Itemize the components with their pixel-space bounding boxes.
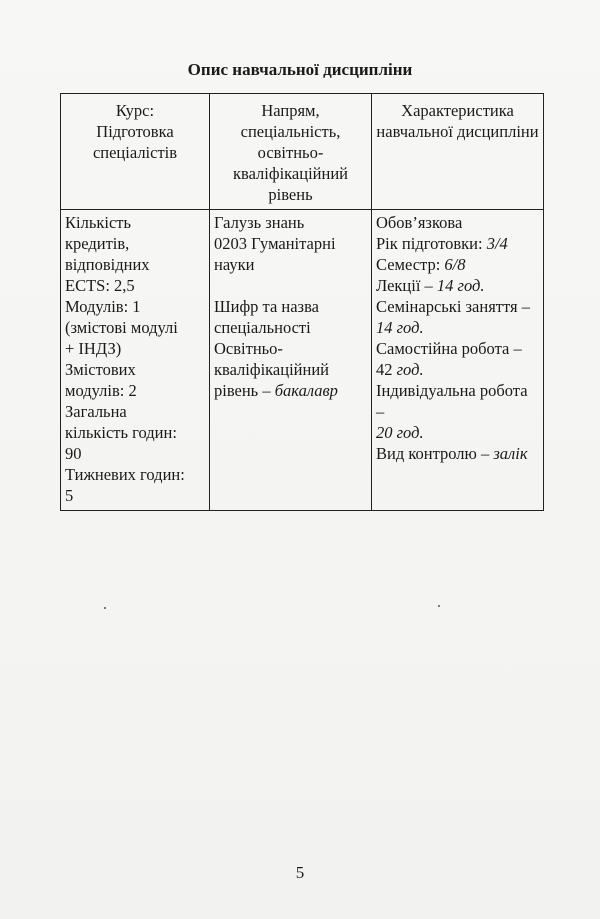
self-work-label: Самостійна робота – [376,339,522,358]
individual-work-label: Індивідуальна робота – [376,381,528,421]
cell-line: Шифр та назва [214,297,319,316]
course-description-table [60,93,544,511]
characteristics-cell [372,210,544,511]
cell-line: Освітньо- [214,339,283,358]
control-label: Вид контролю – [376,444,494,463]
level-value: бакалавр [274,381,338,400]
cell-line: спеціальності [214,318,311,337]
status-line: Обов’язкова [376,213,463,232]
page-title: Опис навчальної дисципліни [187,60,413,79]
cell-line: Змістових [65,360,136,379]
semester-line [376,254,539,275]
header-line: Курс: [115,101,155,120]
header-line: освітньо- [257,143,324,162]
year-value: 3/4 [486,234,508,253]
lectures-value: 14 год. [436,276,485,295]
level-line [214,380,367,401]
header-line: кваліфікаційний [233,164,348,183]
cell-line: Загальна [65,402,127,421]
header-line: спеціалістів [92,143,178,162]
seminars-value-line [376,317,539,338]
header-line: Характеристика [401,101,514,120]
semester-value: 6/8 [444,255,466,274]
header-line: навчальної дисципліни [376,122,539,141]
page-number: 5 [295,863,305,882]
cell-line: кваліфікаційний [214,360,329,379]
header-line: спеціальність, [240,122,341,141]
lectures-line [376,275,539,296]
year-line [376,233,539,254]
header-characteristics [372,94,544,210]
year-label: Рік підготовки: [376,234,487,253]
cell-line: (змістові модулі [65,318,178,337]
cell-line: ECTS: 2,5 [65,276,135,295]
self-work-hours: 42 [376,360,397,379]
header-line: Напрям, [261,101,320,120]
spacer [214,275,367,296]
cell-line: 0203 Гуманітарні [214,234,336,253]
specialty-cell [210,210,372,511]
header-course [61,94,210,210]
cell-line: науки [214,255,255,274]
individual-work-value: 20 год. [376,423,424,442]
seminars-value: 14 год. [376,318,424,337]
cell-line: Кількість [65,213,132,232]
semester-label: Семестр: [376,255,445,274]
lectures-label: Лекції – [376,276,437,295]
cell-line: Тижневих годин: [65,465,185,484]
print-speck [104,607,106,609]
cell-line: відповідних [65,255,150,274]
cell-line: кредитів, [65,234,130,253]
self-work-unit: год. [396,360,424,379]
print-speck [438,605,440,607]
cell-line: кількість годин: [65,423,177,442]
credits-cell [61,210,210,511]
cell-line: 90 [65,444,82,463]
header-direction [210,94,372,210]
header-line: рівень [268,185,313,204]
cell-line: Модулів: 1 [65,297,141,316]
table-header-row [61,94,544,210]
cell-line: Галузь знань [214,213,305,232]
seminars-label: Семінарські заняття – [376,297,530,316]
level-prefix: рівень – [214,381,275,400]
cell-line: 5 [65,486,74,505]
individual-work-value-line [376,422,539,443]
control-value: залік [493,444,528,463]
self-work-value-line [376,359,539,380]
control-line [376,443,539,464]
header-line: Підготовка [96,122,174,141]
table-body-row [61,210,544,511]
cell-line: + ІНДЗ) [65,339,122,358]
cell-line: модулів: 2 [65,381,137,400]
